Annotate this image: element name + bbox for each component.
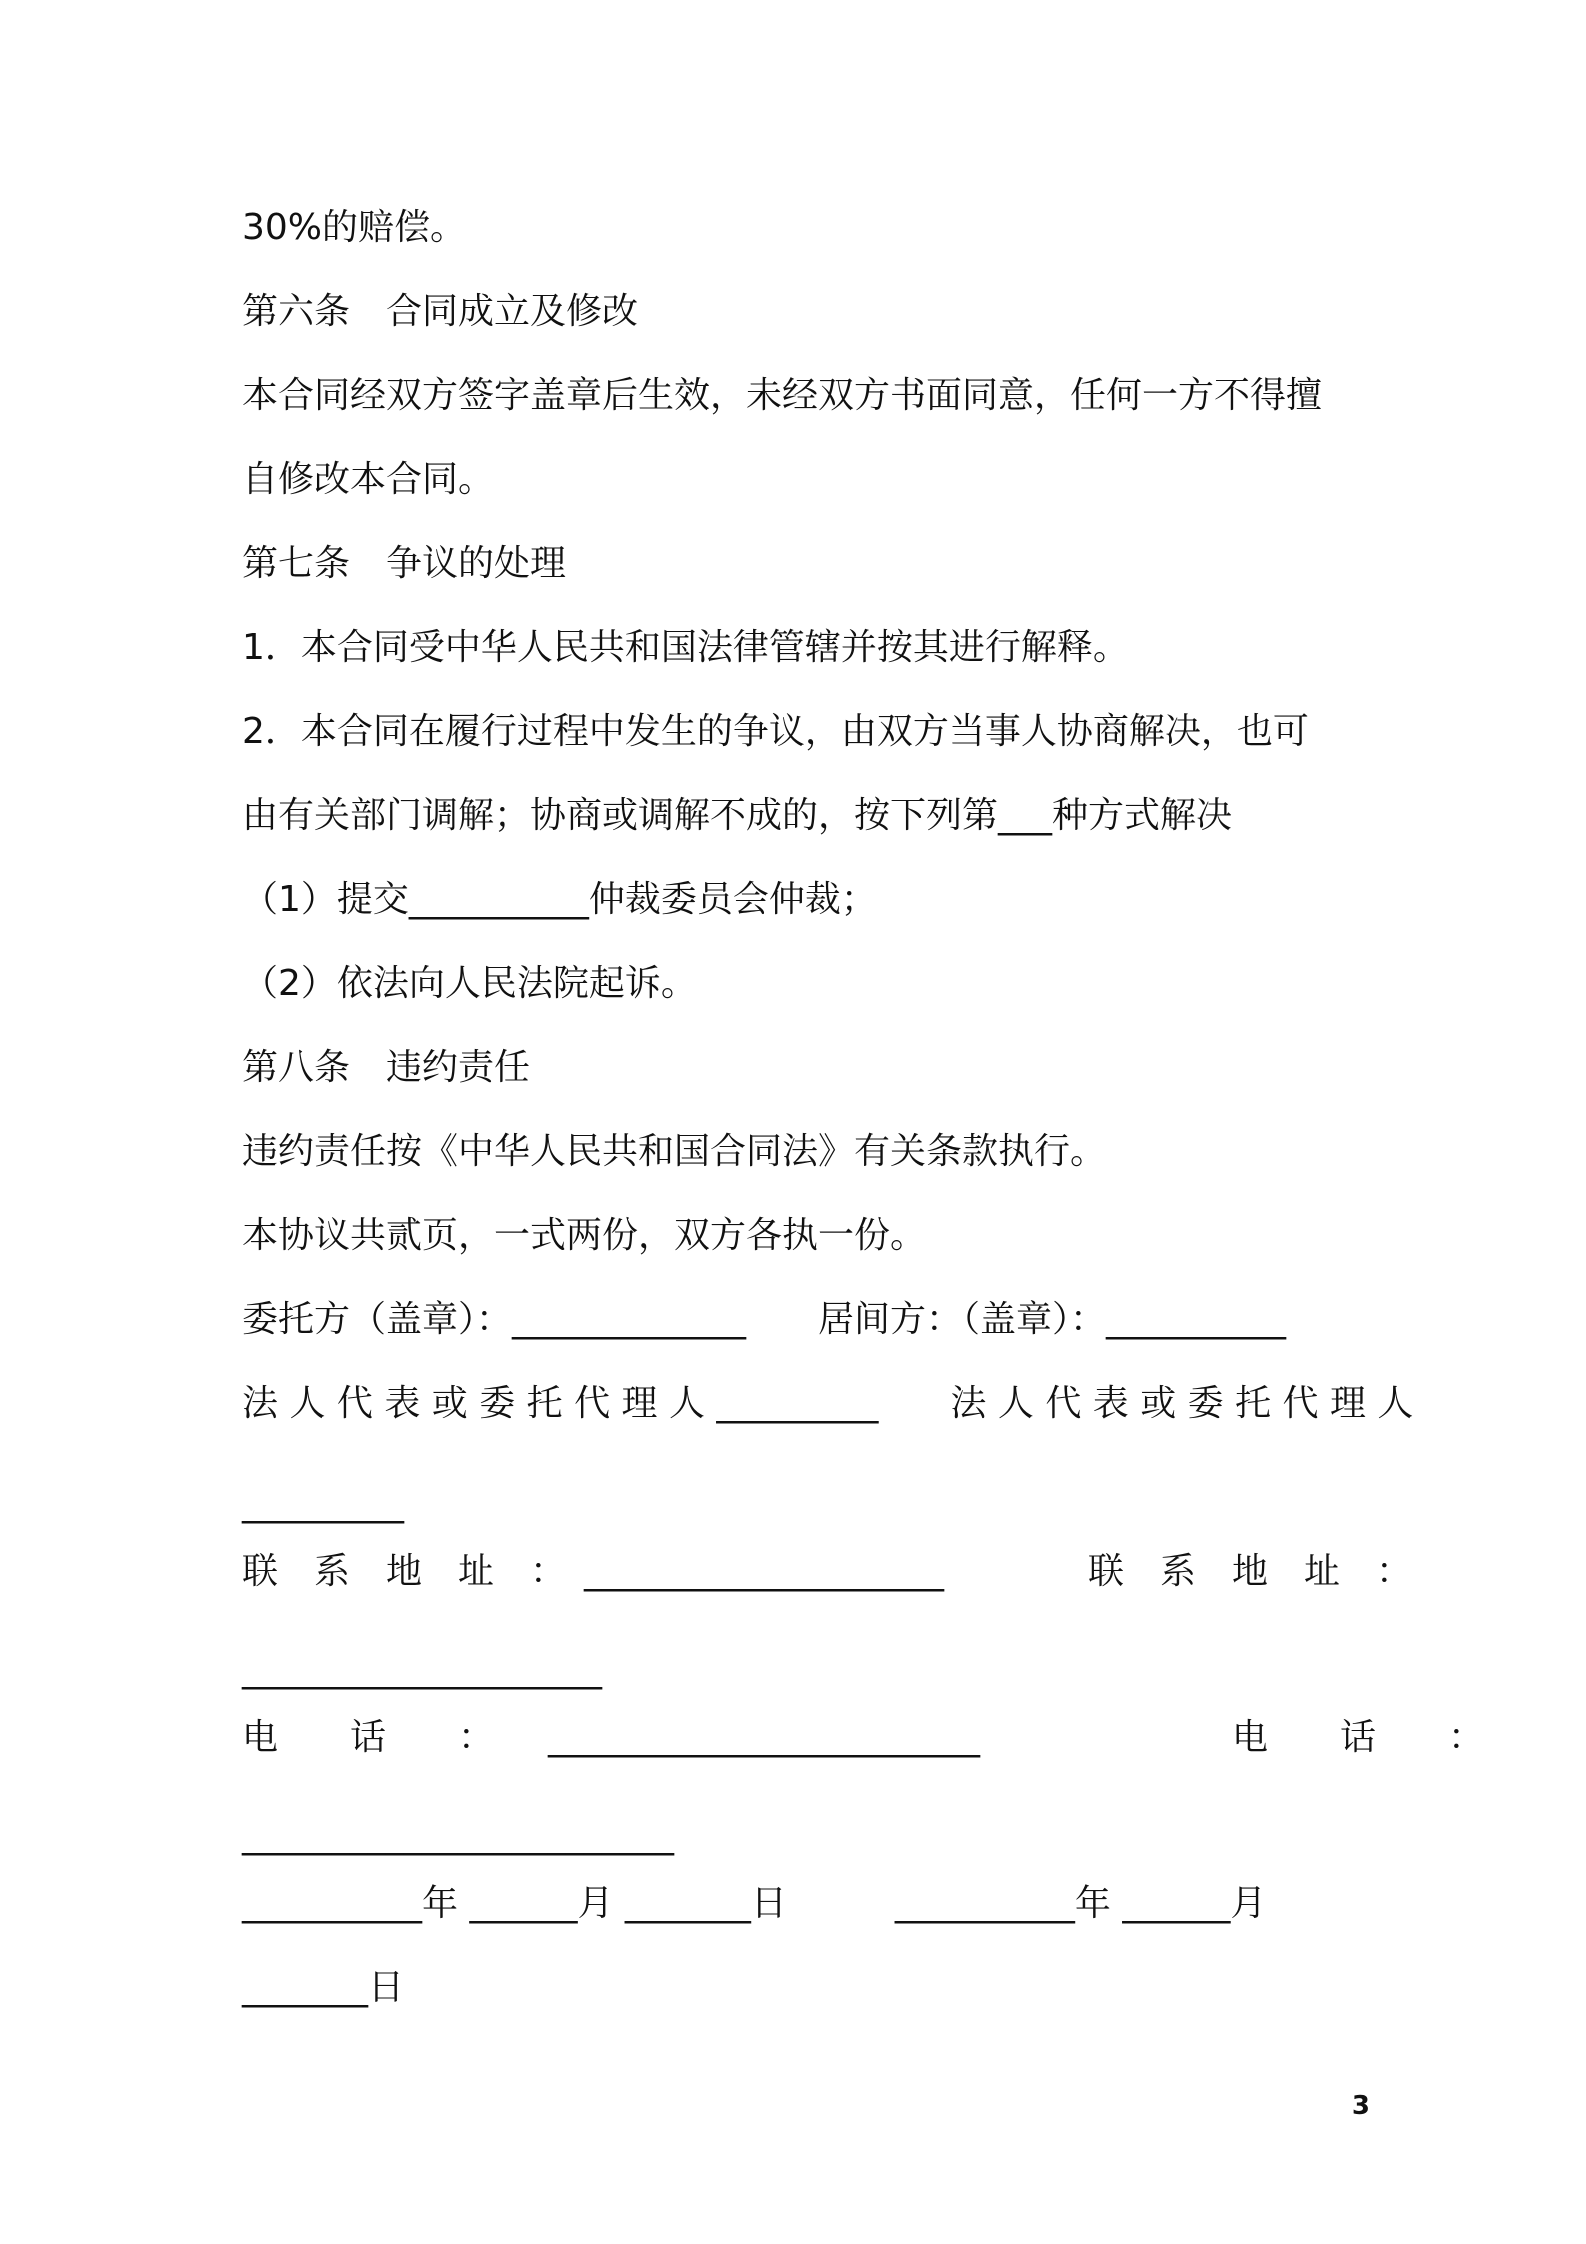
text-line: 1．本合同受中华人民共和国法律管辖并按其进行解释。 bbox=[242, 627, 1129, 668]
text-line: 违约责任按《中华人民共和国合同法》有关条款执行。 bbox=[242, 1131, 1107, 1172]
signature-line: 电 话 ： ________________________ 电 话 ： bbox=[242, 1717, 1485, 1758]
signature-line: 委托方（盖章）：_____________ 居间方：（盖章）：__________ bbox=[242, 1299, 1287, 1340]
signature-line: 法 人 代 表 或 委 托 代 理 人 _________ 法 人 代 表 或 委 托 代 理 人 bbox=[242, 1383, 1414, 1424]
text-line: 自修改本合同。 bbox=[242, 459, 495, 500]
date-line: _______日 bbox=[242, 1967, 405, 2008]
signature-line: ________________________ bbox=[242, 1815, 674, 1856]
text-line: 本合同经双方签字盖章后生效，未经双方书面同意，任何一方不得擅 bbox=[242, 375, 1323, 416]
text-line: 30%的赔偿。 bbox=[242, 207, 467, 248]
text-line: 由有关部门调解；协商或调解不成的，按下列第___种方式解决 bbox=[242, 795, 1233, 836]
date-line: __________年 ______月 _______日 __________年 ______月 bbox=[242, 1883, 1267, 1924]
signature-line: ____________________ bbox=[242, 1649, 602, 1690]
text-line: 2．本合同在履行过程中发生的争议，由双方当事人协商解决，也可 bbox=[242, 711, 1309, 752]
signature-line: 联 系 地 址 ： ____________________ 联 系 地 址 ： bbox=[242, 1551, 1413, 1592]
page-number: 3 bbox=[1351, 2091, 1370, 2121]
text-line: 本协议共贰页，一式两份，双方各执一份。 bbox=[242, 1215, 927, 1256]
signature-line: _________ bbox=[242, 1483, 404, 1524]
text-line: （1）提交__________仲裁委员会仲裁； bbox=[242, 879, 877, 920]
article-heading: 第八条 违约责任 bbox=[242, 1047, 531, 1088]
article-heading: 第七条 争议的处理 bbox=[242, 543, 567, 584]
article-heading: 第六条 合同成立及修改 bbox=[242, 291, 639, 332]
text-line: （2）依法向人民法院起诉。 bbox=[242, 963, 697, 1004]
